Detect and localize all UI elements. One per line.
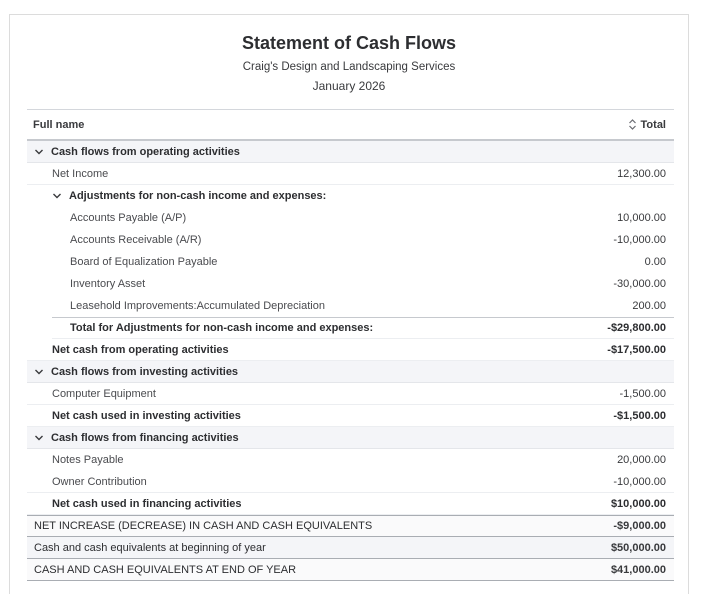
table-row-total[interactable]: [52, 317, 674, 339]
chevron-down-icon[interactable]: [34, 367, 44, 377]
row-label: Accounts Payable (A/P): [70, 212, 187, 224]
row-label: CASH AND CASH EQUIVALENTS AT END OF YEAR: [34, 563, 297, 576]
table-row[interactable]: [27, 207, 674, 229]
subsection-label: Adjustments for non-cash income and expenses:: [69, 190, 327, 202]
section-label: Cash flows from operating activities: [51, 145, 240, 158]
table-row[interactable]: [27, 251, 674, 273]
row-amount[interactable]: -$9,000.00: [613, 520, 666, 532]
section-label: Cash flows from financing activities: [51, 431, 239, 444]
table-header: [27, 109, 674, 141]
report-header: [10, 15, 688, 94]
row-label: Net Income: [52, 167, 109, 180]
row-label: Computer Equipment: [52, 387, 156, 400]
table-row[interactable]: [27, 471, 674, 493]
table-row[interactable]: [27, 295, 674, 317]
row-amount[interactable]: 10,000.00: [617, 212, 666, 224]
report-title: Statement of Cash Flows: [241, 33, 457, 53]
subsection-adjustments[interactable]: [27, 185, 674, 207]
row-label: Cash and cash equivalents at beginning of year: [34, 541, 266, 554]
table-row-total[interactable]: [27, 493, 674, 515]
row-label: Accounts Receivable (A/R): [70, 234, 202, 246]
row-amount[interactable]: -$29,800.00: [607, 322, 666, 334]
row-amount[interactable]: $50,000.00: [610, 541, 666, 554]
end-cash-row[interactable]: [27, 559, 674, 581]
row-label: Net cash used in financing activities: [52, 497, 242, 510]
row-label: Total for Adjustments for non-cash income and expenses:: [70, 322, 374, 334]
table-row-total[interactable]: [27, 405, 674, 427]
row-label: Leasehold Improvements:Accumulated Depreciation: [70, 300, 325, 312]
row-label: Net cash from operating activities: [52, 343, 229, 356]
sort-icon[interactable]: [628, 119, 637, 130]
beginning-cash-row[interactable]: [27, 537, 674, 559]
row-label: Board of Equalization Payable: [70, 256, 218, 268]
company-name: Craig's Design and Landscaping Services: [242, 61, 456, 73]
row-amount[interactable]: 12,300.00: [617, 167, 666, 180]
row-label: Owner Contribution: [52, 475, 147, 488]
row-amount[interactable]: -10,000.00: [613, 475, 666, 488]
row-amount[interactable]: $41,000.00: [610, 563, 666, 576]
chevron-down-icon[interactable]: [34, 147, 44, 157]
row-label: Inventory Asset: [70, 278, 146, 290]
row-amount[interactable]: $10,000.00: [610, 497, 666, 510]
row-amount[interactable]: 200.00: [632, 300, 666, 312]
net-increase-row[interactable]: [27, 515, 674, 537]
table-row[interactable]: [27, 273, 674, 295]
row-amount[interactable]: -1,500.00: [619, 387, 666, 400]
row-amount[interactable]: -$17,500.00: [607, 343, 666, 356]
report-period: January 2026: [312, 79, 386, 93]
row-amount[interactable]: -$1,500.00: [613, 409, 666, 422]
chevron-down-icon[interactable]: [34, 433, 44, 443]
column-header-name: Full name: [33, 118, 85, 131]
section-operating[interactable]: [27, 141, 674, 163]
total-column-label: Total: [640, 118, 666, 131]
table-row-total[interactable]: [27, 339, 674, 361]
row-amount[interactable]: -10,000.00: [613, 234, 666, 246]
section-investing[interactable]: [27, 361, 674, 383]
column-header-total[interactable]: [628, 119, 666, 131]
section-label: Cash flows from investing activities: [51, 365, 239, 378]
row-label: Notes Payable: [52, 454, 124, 466]
section-financing[interactable]: [27, 427, 674, 449]
row-amount[interactable]: -30,000.00: [613, 278, 666, 290]
table-row[interactable]: [27, 449, 674, 471]
row-amount[interactable]: 0.00: [644, 256, 666, 268]
table-row[interactable]: [27, 229, 674, 251]
row-amount[interactable]: 20,000.00: [617, 454, 666, 466]
chevron-down-icon[interactable]: [52, 191, 62, 201]
report-table: [27, 109, 674, 581]
row-label: Net cash used in investing activities: [52, 409, 241, 422]
table-row[interactable]: [27, 163, 674, 185]
table-row[interactable]: [27, 383, 674, 405]
row-label: NET INCREASE (DECREASE) IN CASH AND CASH EQUIVALENTS: [34, 520, 373, 532]
report-card: [9, 14, 689, 594]
